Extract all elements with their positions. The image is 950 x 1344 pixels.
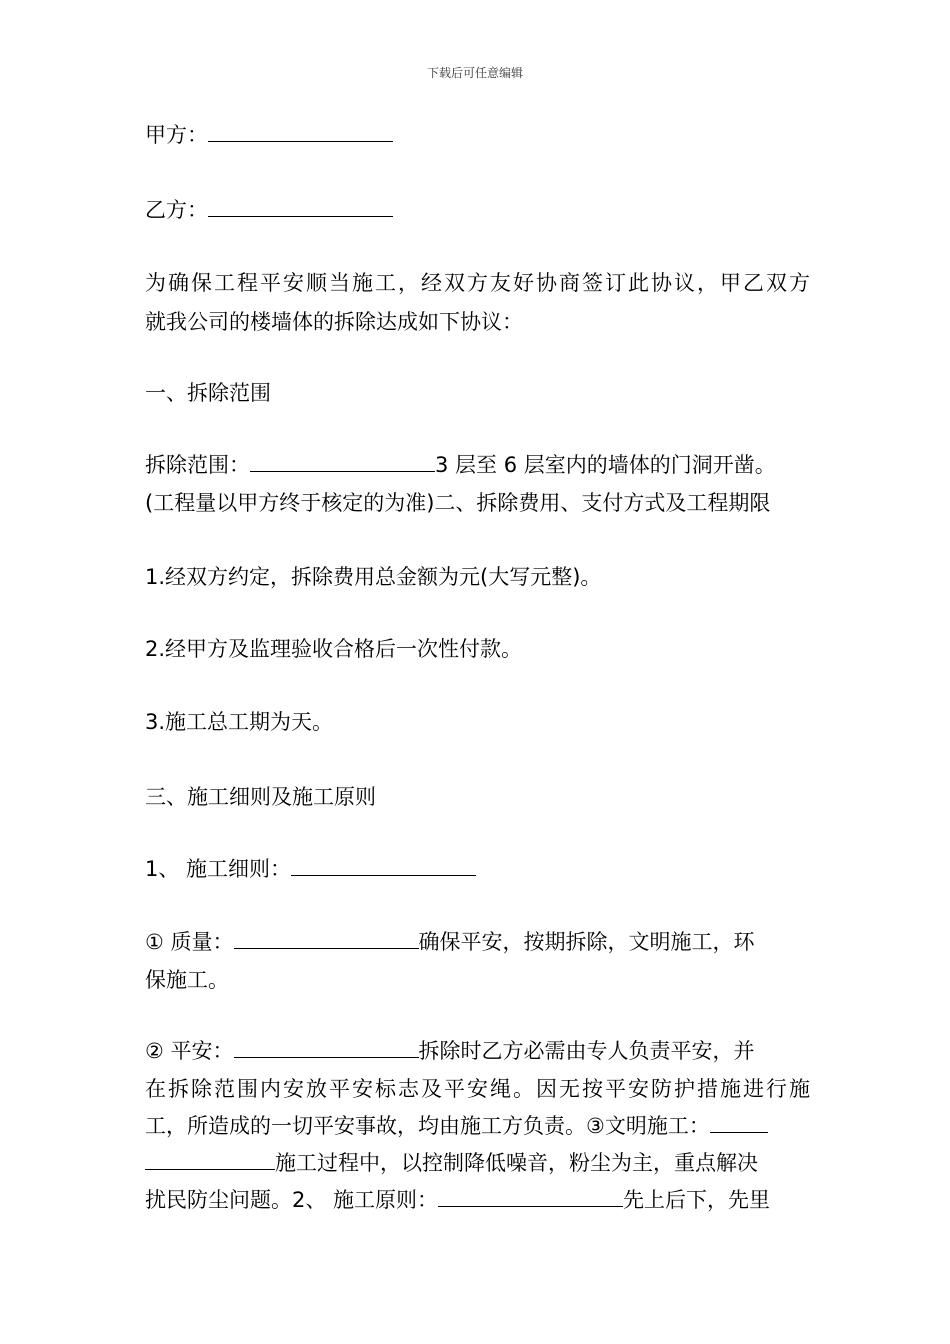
party-b-label: 乙方： bbox=[145, 198, 208, 222]
safety-line-4-text: 施工过程中，以控制降低噪音，粉尘为主，重点解决 bbox=[275, 1151, 758, 1175]
scope-label: 拆除范围： bbox=[145, 453, 250, 477]
safety-line-5 bbox=[145, 1183, 810, 1217]
quality-line-2: 保施工。 bbox=[145, 968, 229, 992]
safety-line-1 bbox=[145, 1034, 810, 1068]
civilized-blank-a bbox=[710, 1112, 768, 1133]
safety-label: ② 平安： bbox=[145, 1039, 234, 1063]
safety-blank bbox=[234, 1037, 419, 1058]
scope-blank bbox=[250, 451, 435, 472]
party-b-line bbox=[145, 193, 810, 227]
page-header: 下载后可任意编辑 bbox=[426, 66, 523, 80]
section-3-title: 三、施工细则及施工原则 bbox=[145, 785, 376, 809]
quality-text: 确保平安，按期拆除，文明施工，环 bbox=[418, 930, 755, 954]
principle-blank bbox=[438, 1186, 623, 1207]
rules-label: 1、 施工细则： bbox=[145, 857, 292, 881]
safety-line-2: 在拆除范围内安放平安标志及平安绳。因无按平安防护措施进行施 bbox=[145, 1077, 810, 1101]
scope-text: 3 层至 6 层室内的墙体的门洞开凿。 bbox=[435, 453, 776, 477]
intro-line-2: 就我公司的楼墙体的拆除达成如下协议： bbox=[145, 310, 523, 334]
party-a-blank bbox=[208, 121, 393, 142]
quality-label: ① 质量： bbox=[145, 930, 234, 954]
section-1-title: 一、拆除范围 bbox=[145, 381, 271, 405]
party-a-line bbox=[145, 118, 810, 152]
rules-line bbox=[145, 852, 810, 886]
civilized-blank-b bbox=[145, 1149, 275, 1170]
scope-line-2: (工程量以甲方终于核定的为准)二、拆除费用、支付方式及工程期限 bbox=[145, 491, 771, 515]
item-3: 3.施工总工期为天。 bbox=[145, 710, 334, 734]
safety-text: 拆除时乙方必需由专人负责平安，并 bbox=[418, 1039, 755, 1063]
intro-line-1: 为确保工程平安顺当施工，经双方友好协商签订此协议，甲乙双方 bbox=[145, 271, 810, 295]
quality-line-1 bbox=[145, 925, 810, 959]
quality-blank bbox=[234, 928, 419, 949]
safety-line-3-text: 工，所造成的一切平安事故，均由施工方负责。③文明施工： bbox=[145, 1114, 710, 1138]
scope-line-1 bbox=[145, 448, 810, 482]
item-2: 2.经甲方及监理验收合格后一次性付款。 bbox=[145, 637, 523, 661]
safety-line-5-a: 扰民防尘问题。2、 施工原则： bbox=[145, 1188, 439, 1212]
safety-line-3 bbox=[145, 1109, 810, 1143]
safety-line-5-b: 先上后下，先里 bbox=[623, 1188, 771, 1212]
party-b-blank bbox=[208, 196, 393, 217]
party-a-label: 甲方： bbox=[145, 123, 208, 147]
item-1: 1.经双方约定，拆除费用总金额为元(大写元整)。 bbox=[145, 565, 602, 589]
rules-blank bbox=[291, 855, 476, 876]
safety-line-4 bbox=[145, 1146, 810, 1180]
